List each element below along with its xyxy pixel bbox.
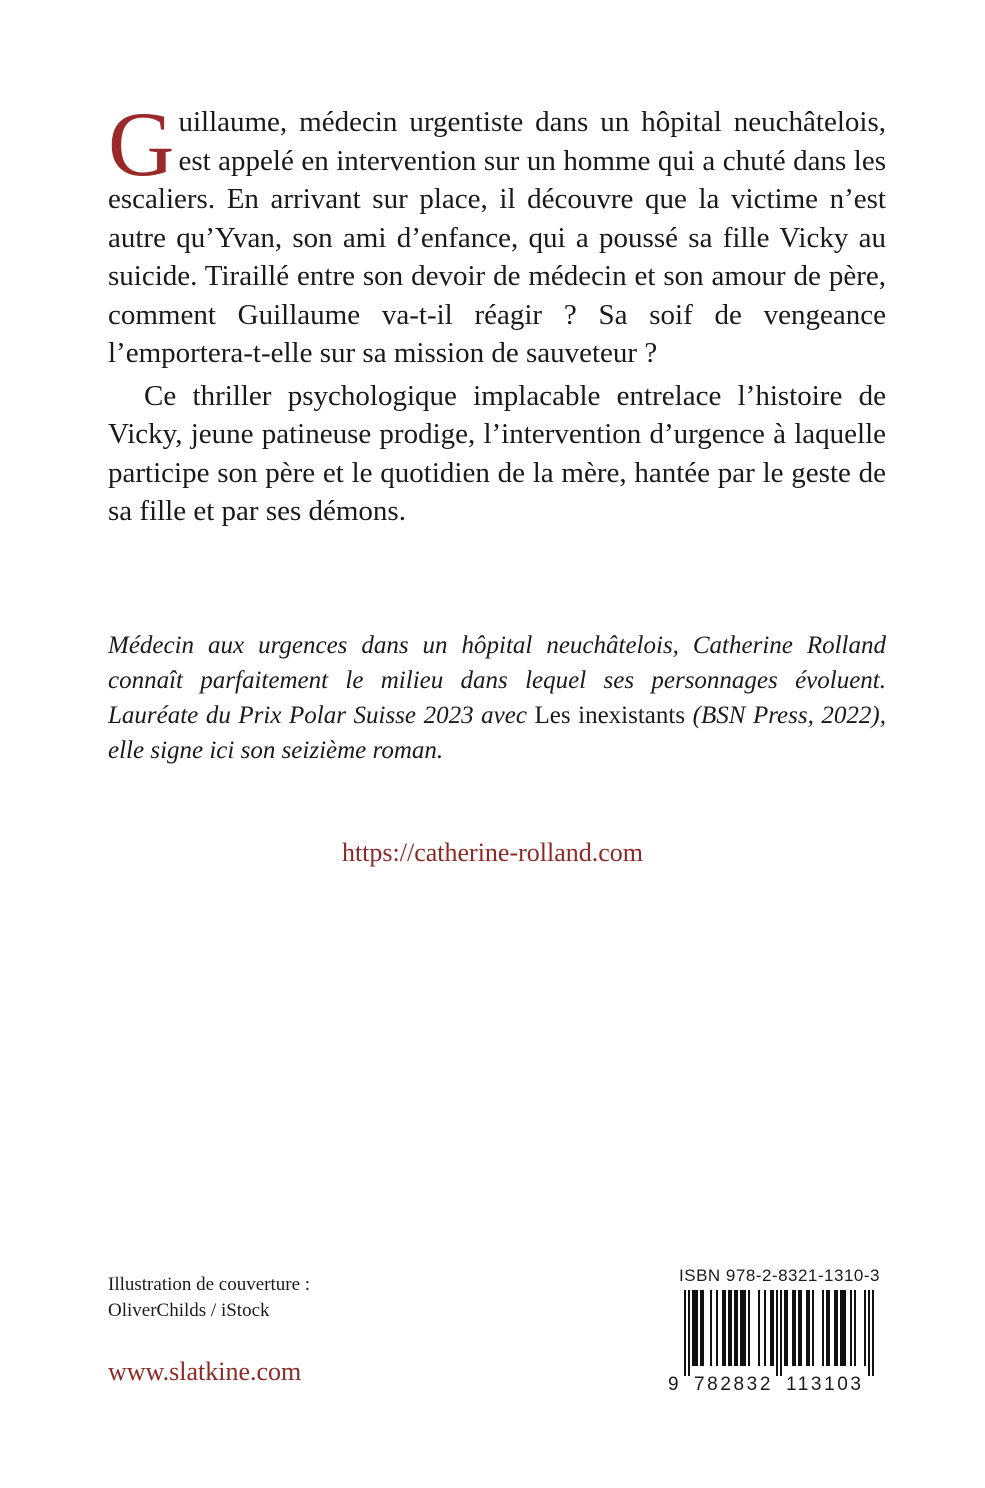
barcode-digits (668, 1374, 880, 1396)
bio-text-2: (BSN Press, 2022), elle signe ici son seizième roman. (108, 702, 886, 764)
publisher-website-link[interactable]: www.slatkine.com (108, 1357, 302, 1386)
isbn-barcode-block (668, 1266, 880, 1396)
synopsis-paragraph-1 (108, 93, 886, 373)
synopsis-text-1: uillaume, médecin urgentiste dans un hôpital neuchâtelois, est appelé en intervention sur un homme qui a chuté dans les escaliers. En arrivant sur place, il découvre que la victime n’est autre qu’Yvan, son ami d’enfance, qui a poussé sa fille Vicky au suicide. Tiraillé entre son devoir de médecin et son amour de père, comment Guillaume va-t-il réagir ? Sa soif de vengeance l’emportera-t-elle sur sa mission de sauveteur ? (108, 106, 886, 369)
author-website-link[interactable]: https://catherine-rolland.com (341, 838, 644, 867)
author-bio-paragraph (108, 628, 886, 768)
drop-cap: G (108, 93, 175, 195)
barcode-digits-right: 113103 (786, 1374, 864, 1395)
bio-book-title: Les inexistants (534, 702, 686, 729)
synopsis (108, 93, 886, 531)
isbn-label: ISBN 978-2-8321-1310-3 (679, 1266, 880, 1285)
barcode-digits-left: 782832 (694, 1374, 774, 1395)
credit-line-2: OliverChilds / iStock (108, 1300, 270, 1321)
cover-credit (108, 1272, 310, 1324)
barcode-icon (668, 1290, 880, 1376)
bio-text-1: Médecin aux urgences dans un hôpital neuchâtelois, Catherine Rolland connaît parfaitement le milieu dans lequel ses personnages évoluent. Lauréate du Prix Polar Suisse 2023 avec (108, 632, 886, 729)
credit-line-1: Illustration de couverture : (108, 1274, 311, 1295)
author-bio (108, 628, 886, 768)
synopsis-paragraph-2: Ce thriller psychologique implacable entrelace l’histoire de Vicky, jeune patineuse prodige, l’intervention d’urgence à laquelle participe son père et le quotidien de la mère, hantée par le geste de sa fille et par ses démons. (108, 379, 886, 527)
barcode-digit-first: 9 (668, 1374, 679, 1395)
